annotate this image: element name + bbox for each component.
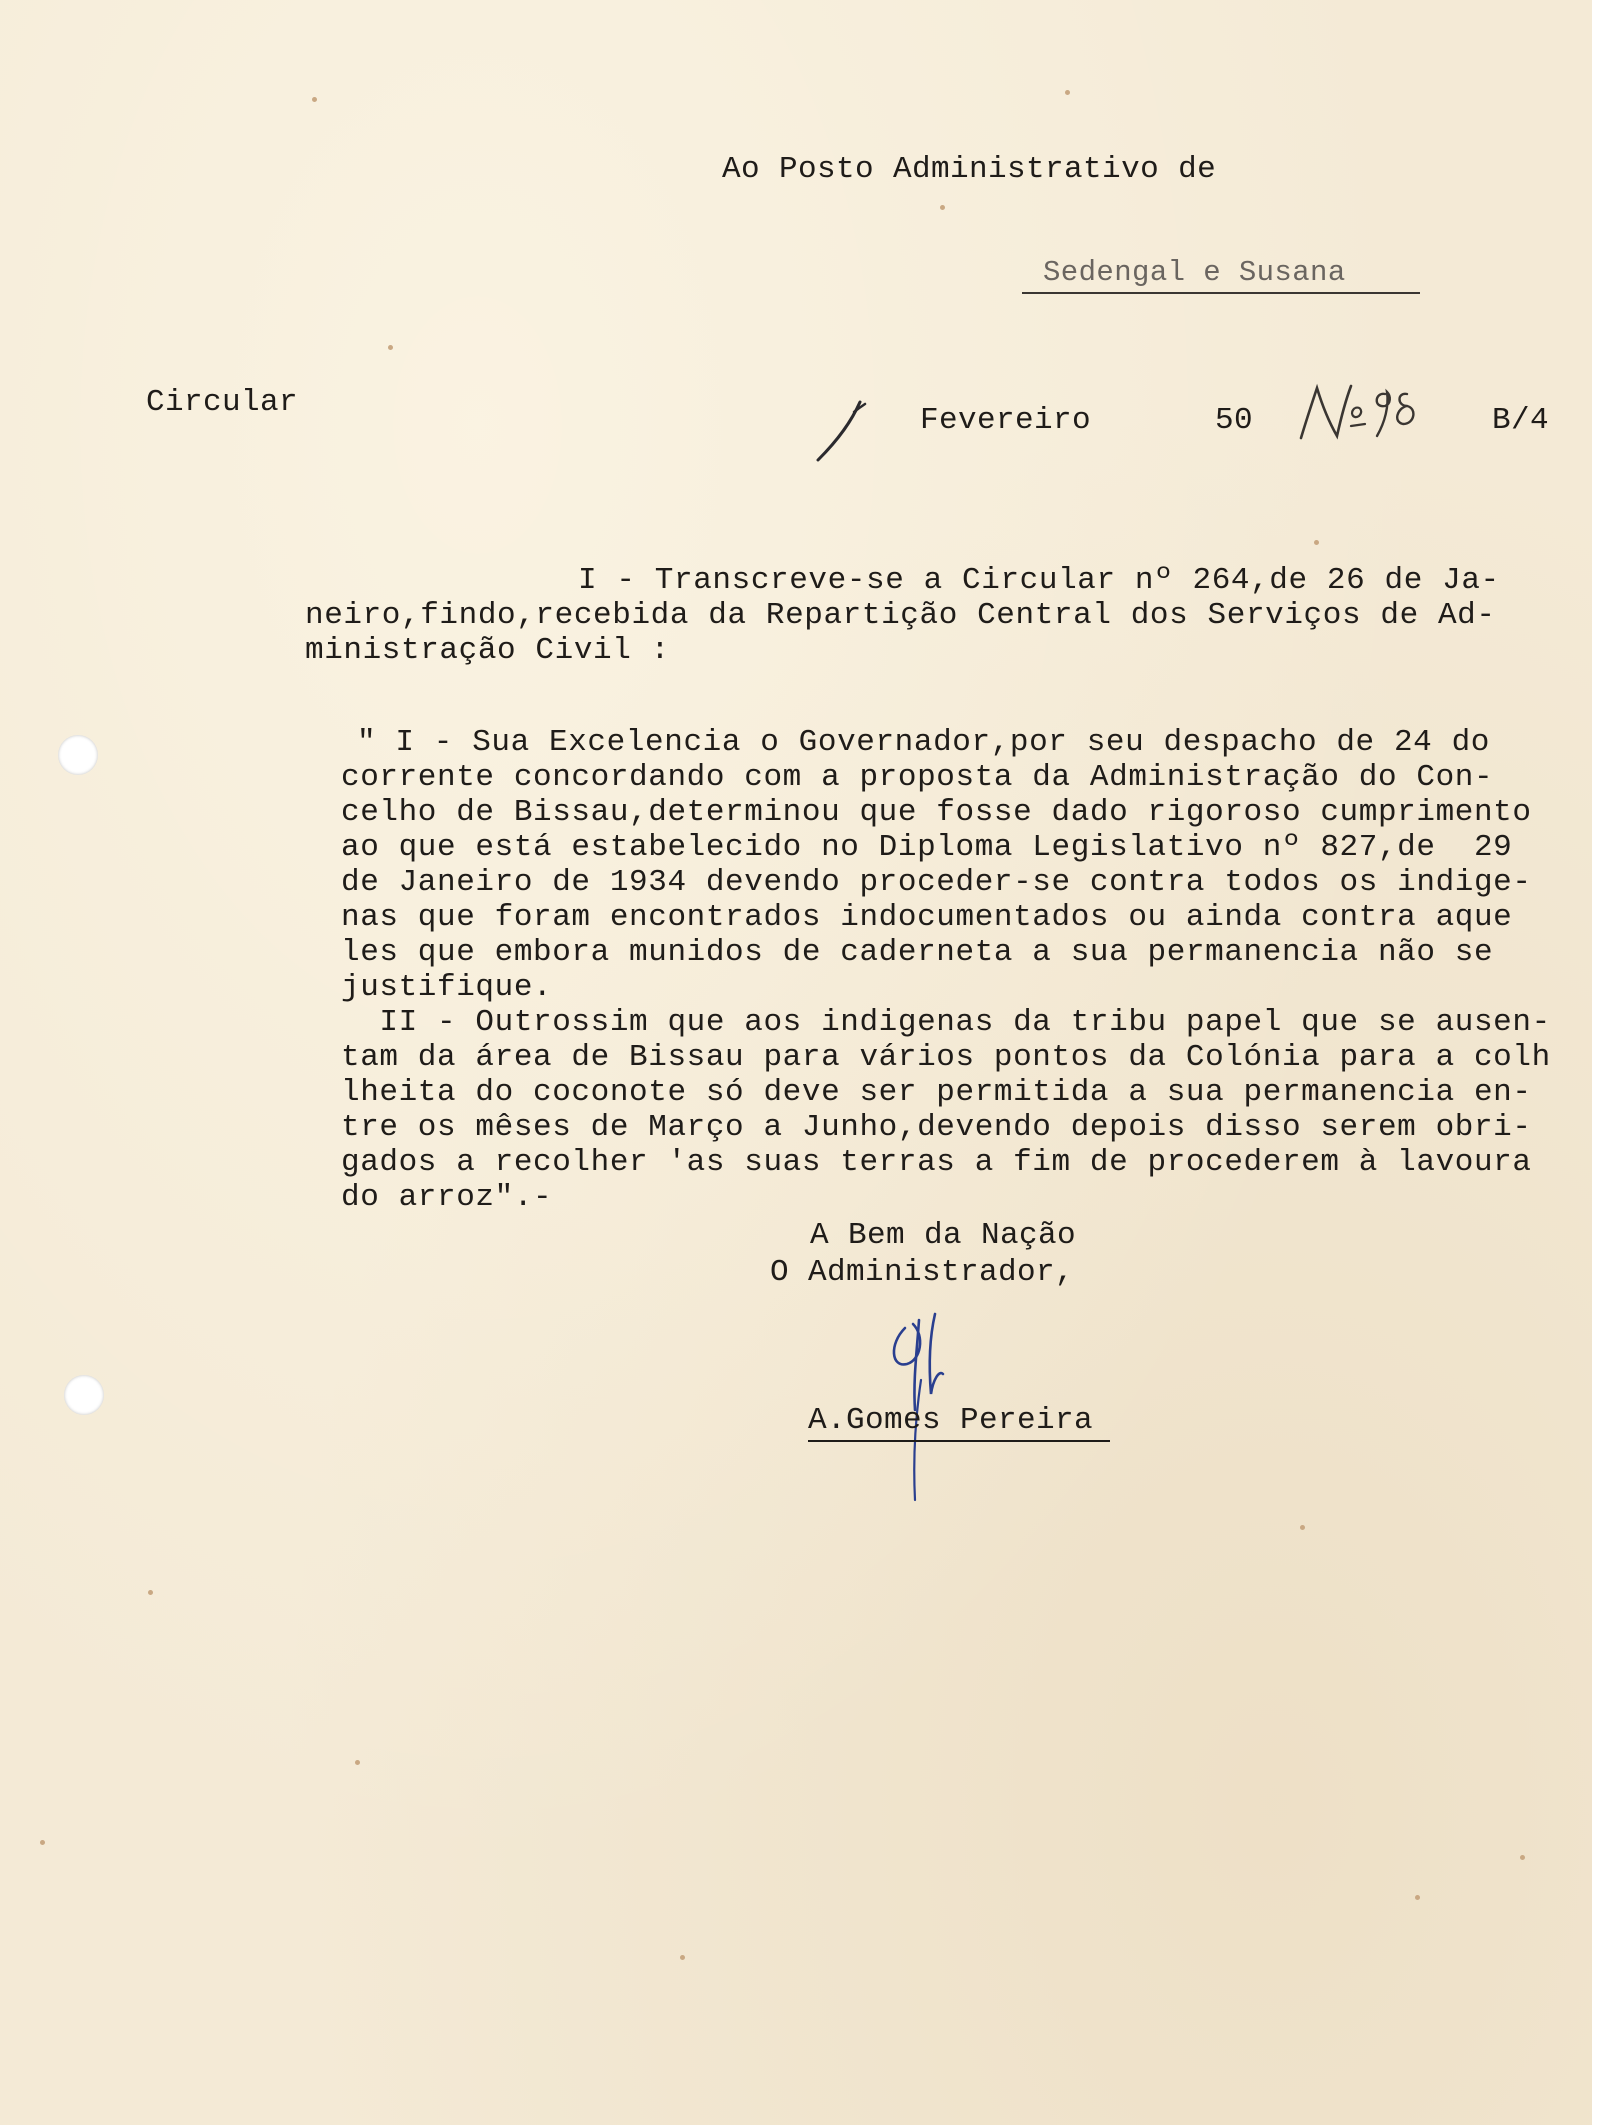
handwritten-day bbox=[810, 398, 870, 468]
file-reference: B/4 bbox=[1492, 403, 1550, 438]
quoted-line-2: corrente concordando com a proposta da Administração do Con- bbox=[341, 760, 1494, 795]
quoted-line-4: ao que está estabelecido no Diploma Legislativo nº 827,de 29 bbox=[341, 830, 1513, 865]
paper-speck bbox=[355, 1760, 360, 1765]
paper-speck bbox=[1300, 1525, 1305, 1530]
place-name: Sedengal e Susana bbox=[1043, 256, 1346, 289]
quoted-line-11: lheita do coconote só deve ser permitida a sua permanencia en- bbox=[341, 1075, 1532, 1110]
paper-speck bbox=[1415, 1895, 1420, 1900]
paper-speck bbox=[40, 1840, 45, 1845]
quoted-line-3: celho de Bissau,determinou que fosse dado rigoroso cumprimento bbox=[341, 795, 1532, 830]
quoted-line-6: nas que foram encontrados indocumentados ou ainda contra aque bbox=[341, 900, 1513, 935]
paper-speck bbox=[312, 97, 317, 102]
quoted-line-12: tre os mêses de Março a Junho,devendo depois disso serem obri- bbox=[341, 1110, 1532, 1145]
quoted-line-1: " I - Sua Excelencia o Governador,por seu despacho de 24 do bbox=[357, 725, 1490, 760]
quoted-line-14: do arroz".- bbox=[341, 1180, 553, 1215]
date-month: Fevereiro bbox=[920, 403, 1092, 438]
closing-role: O Administrador, bbox=[770, 1255, 1075, 1290]
doc-type-label: Circular bbox=[146, 385, 299, 420]
intro-line-1: I - Transcreve-se a Circular nº 264,de 26 de Ja- bbox=[578, 563, 1500, 598]
punch-hole-top bbox=[58, 735, 98, 775]
paper-speck bbox=[1520, 1855, 1525, 1860]
signatory-underline bbox=[808, 1440, 1110, 1442]
quoted-line-7: les que embora munidos de caderneta a sua permanencia não se bbox=[341, 935, 1494, 970]
signatory-name: A.Gomes Pereira bbox=[808, 1403, 1094, 1438]
quoted-line-13: gados a recolher 'as suas terras a fim de procederem à lavoura bbox=[341, 1145, 1532, 1180]
closing-salutation: A Bem da Nação bbox=[810, 1218, 1077, 1253]
paper-speck bbox=[148, 1590, 153, 1595]
place-underline bbox=[1022, 292, 1420, 294]
intro-line-3: ministração Civil : bbox=[305, 633, 670, 668]
addressee-line: Ao Posto Administrativo de bbox=[722, 152, 1217, 187]
paper-speck bbox=[388, 345, 393, 350]
date-year: 50 bbox=[1215, 403, 1254, 438]
quoted-line-10: tam da área de Bissau para vários pontos da Colónia para a colh bbox=[341, 1040, 1551, 1075]
punch-hole-bottom bbox=[64, 1375, 104, 1415]
intro-line-2: neiro,findo,recebida da Repartição Central dos Serviços de Ad- bbox=[305, 598, 1496, 633]
quoted-line-5: de Janeiro de 1934 devendo proceder-se contra todos os indige- bbox=[341, 865, 1532, 900]
quoted-line-9: II - Outrossim que aos indigenas da tribu papel que se ausen- bbox=[341, 1005, 1551, 1040]
paper-speck bbox=[1065, 90, 1070, 95]
paper-speck bbox=[680, 1955, 685, 1960]
handwritten-number bbox=[1293, 378, 1423, 453]
paper-speck bbox=[1314, 540, 1319, 545]
paper-speck bbox=[940, 205, 945, 210]
quoted-line-8: justifique. bbox=[341, 970, 553, 1005]
